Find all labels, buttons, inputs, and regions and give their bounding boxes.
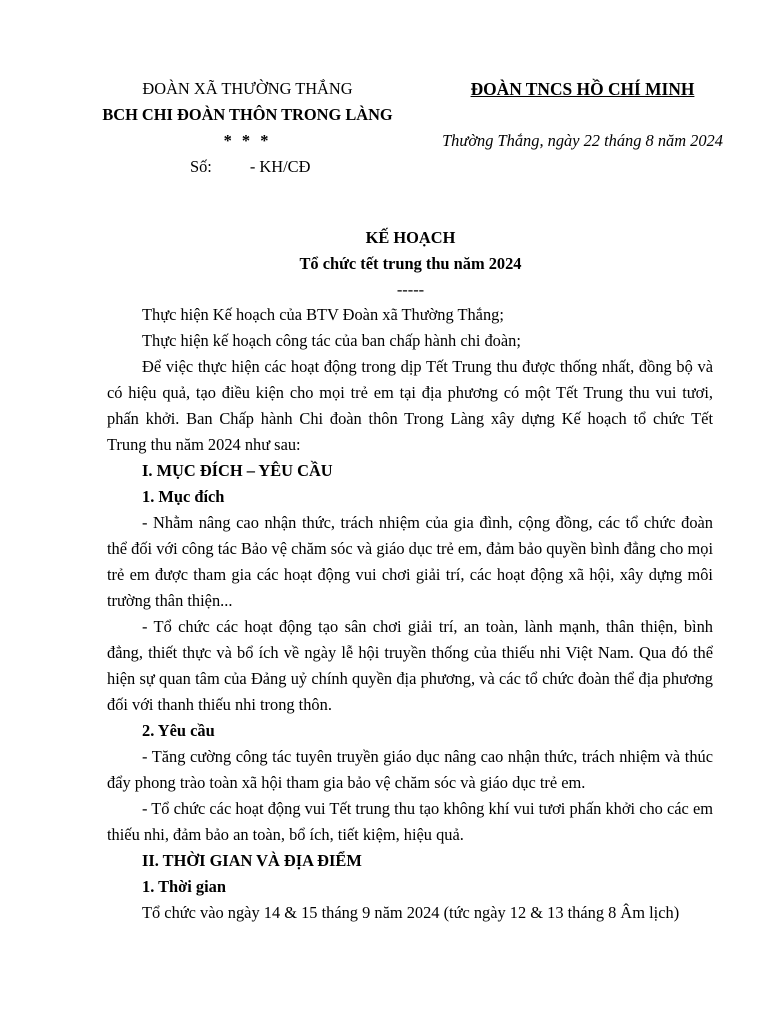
intro-paragraph-1: Thực hiện Kế hoạch của BTV Đoàn xã Thường Thắng;	[142, 305, 504, 324]
purpose-item-2: - Tổ chức các hoạt động tạo sân chơi giải trí, an toàn, lành mạnh, thân thiện, bình đẳng, thiết thực và bổ ích về ngày lễ hội truyền thống của thiếu nhi Việt Nam. Qua đó thể hiện sự quan tâm của Đảng uỷ chính quyền địa phương, và các tổ chức đoàn thể địa phương đối với thanh thiếu nhi trong thôn.	[107, 617, 713, 714]
document-number	[70, 154, 425, 180]
committee-name: BCH CHI ĐOÀN THÔN TRONG LÀNG	[102, 105, 393, 124]
number-label: Số:	[190, 157, 212, 176]
document-subtitle: Tổ chức tết trung thu năm 2024	[299, 254, 522, 273]
document-body	[107, 302, 713, 926]
requirement-item-1: - Tăng cường công tác tuyên truyền giáo dục nâng cao nhận thức, trách nhiệm và thúc đẩy phong trào toàn xã hội tham gia bảo vệ chăm sóc và giáo dục trẻ em.	[107, 747, 713, 792]
requirement-item-2: - Tổ chức các hoạt động vui Tết trung thu tạo không khí vui tươi phấn khởi cho các em thiếu nhi, đảm bảo an toàn, bổ ích, tiết kiệm, hiệu quả.	[107, 799, 713, 844]
stars-separator: * * *	[223, 131, 272, 150]
intro-paragraph-2: Thực hiện kế hoạch công tác của ban chấp hành chi đoàn;	[142, 331, 521, 350]
purpose-item-1: - Nhằm nâng cao nhận thức, trách nhiệm của gia đình, cộng đồng, các tổ chức đoàn thể đối với công tác Bảo vệ chăm sóc và giáo dục trẻ em, đảm bảo quyền bình đẳng cho mọi trẻ em được tham gia các hoạt động vui chơi giải trí, các hoạt động xã hội, xây dựng môi trường thân thiện...	[107, 513, 713, 610]
document-title: KẾ HOẠCH	[365, 228, 456, 247]
subsection-heading-requirements: 2. Yêu cầu	[142, 721, 215, 740]
parent-org-name: ĐOÀN TNCS HỒ CHÍ MINH	[470, 79, 695, 99]
section-heading-2: II. THỜI GIAN VÀ ĐỊA ĐIỂM	[142, 851, 362, 870]
subsection-heading-purpose: 1. Mục đích	[142, 487, 225, 506]
header-right-block	[425, 76, 740, 154]
document-title-block	[108, 225, 713, 303]
section-heading-1: I. MỤC ĐÍCH – YÊU CẦU	[142, 461, 333, 480]
intro-paragraph-3: Để việc thực hiện các hoạt động trong dịp Tết Trung thu được thống nhất, đồng bộ và có hiệu quả, tạo điều kiện cho mọi trẻ em tại địa phương có một Tết Trung thu vui tươi, phấn khởi. Ban Chấp hành Chi đoàn thôn Trong Làng xây dựng Kế hoạch tổ chức Tết Trung thu năm 2024 như sau:	[107, 357, 713, 454]
header-left-block	[70, 76, 425, 180]
place-date-line: Thường Thắng, ngày 22 tháng 8 năm 2024	[442, 131, 723, 150]
title-divider: -----	[396, 280, 425, 299]
subsection-heading-time: 1. Thời gian	[142, 877, 226, 896]
issuing-org-name: ĐOÀN XÃ THƯỜNG THẮNG	[142, 79, 353, 98]
time-paragraph: Tổ chức vào ngày 14 & 15 tháng 9 năm 2024 (tức ngày 12 & 13 tháng 8 Âm lịch)	[142, 903, 680, 922]
number-code: - KH/CĐ	[249, 157, 311, 176]
